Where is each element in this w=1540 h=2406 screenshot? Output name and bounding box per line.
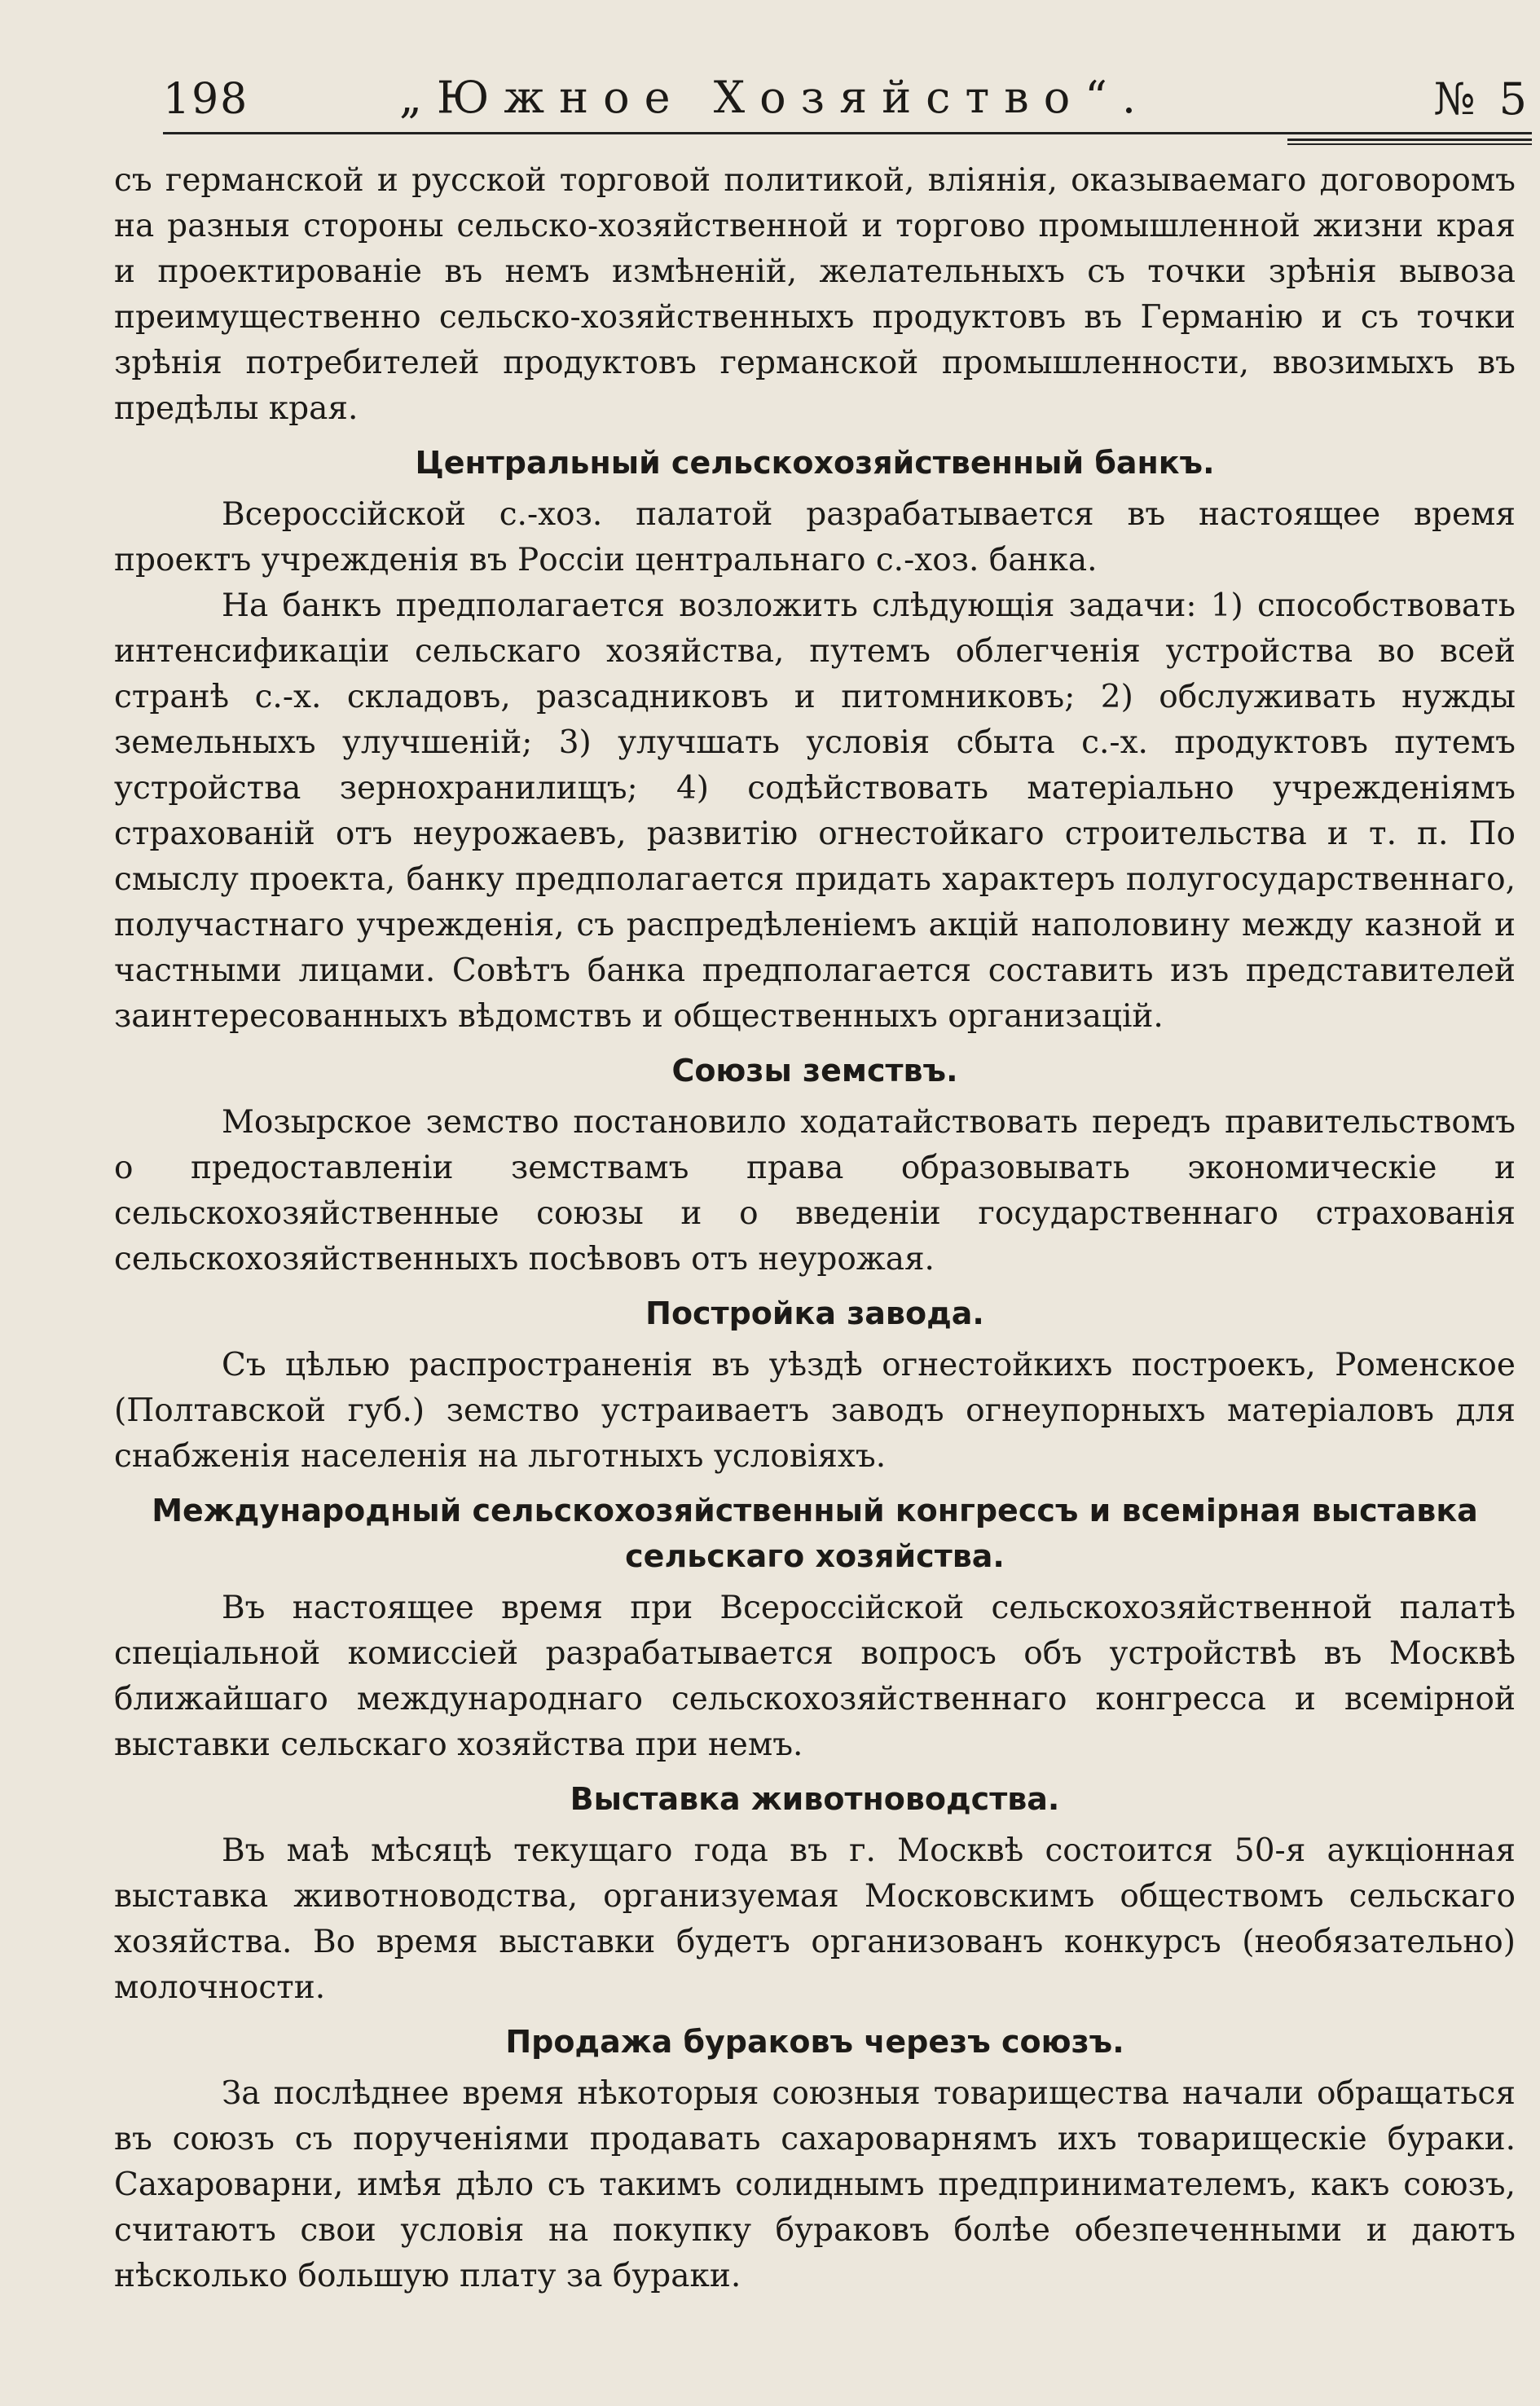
section-factory-construction	[114, 1291, 1516, 1480]
paragraph: За послѣднее время нѣкоторыя союзныя товарищества начали обращаться въ союзъ съ порученіями продавать сахароварнямъ ихъ товарищескіе бураки. Сахароварни, имѣя дѣло съ такимъ солиднымъ предпринимателемъ, какъ союзъ, считаютъ свои условія на покупку бураковъ болѣе обезпеченными и даютъ нѣсколько большую плату за бураки.	[114, 2075, 1516, 2294]
paragraph: Съ цѣлью распространенія въ уѣздѣ огнестойкихъ построекъ, Роменское (Полтавской губ.) земство устраиваетъ заводъ огнеупорныхъ матеріаловъ для снабженія населенія на льготныхъ условіяхъ.	[114, 1347, 1516, 1475]
section-continuation	[114, 158, 1516, 432]
paragraph: Мозырское земство постановило ходатайствовать передъ правительствомъ о предоставленіи земствамъ права образовывать экономическіе и сельскохозяйственные союзы и о введеніи государственнаго страхованія сельскохозяйственныхъ посѣвовъ отъ неурожая.	[114, 1104, 1516, 1278]
section-heading: Международный сельскохозяйственный конгрессъ и всемірная выставка сельскаго хозяйства.	[152, 1493, 1478, 1574]
page-header	[114, 65, 1532, 134]
header-rule-double	[1287, 139, 1532, 141]
section-beet-sales	[114, 2019, 1516, 2299]
paragraph: Всероссійской с.-хоз. палатой разрабатывается въ настоящее время проектъ учрежденія въ Россіи центральнаго с.-хоз. банка.	[114, 496, 1516, 578]
section-central-bank	[114, 440, 1516, 1040]
header-rule	[163, 132, 1532, 134]
section-international-congress	[114, 1488, 1516, 1768]
section-heading: Постройка завода.	[645, 1295, 984, 1331]
paragraph: Въ настоящее время при Всероссійской сельскохозяйственной палатѣ спеціальной комиссіей разрабатывается вопросъ объ устройствѣ въ Москвѣ ближайшаго международнаго сельскохозяйственнаго конгресса и всемірной выставки сельскаго хозяйства при немъ.	[114, 1590, 1516, 1763]
section-heading: Выставка животноводства.	[570, 1781, 1060, 1817]
article-body	[114, 158, 1516, 2299]
section-heading: Центральный сельскохозяйственный банкъ.	[415, 445, 1215, 481]
section-zemstvo-unions	[114, 1048, 1516, 1282]
running-title: „Южное Хозяйство“.	[399, 72, 1151, 123]
paragraph: съ германской и русской торговой политикой, вліянія, оказываемаго договоромъ на разныя стороны сельско-хозяйственной и торгово промышленной жизни края и проектированіе въ немъ измѣненій, желательныхъ съ точки зрѣнія вывоза преимущественно сельско-хозяйственныхъ продуктовъ въ Германію и съ точки зрѣнія потребителей продуктовъ германской промышленности, ввозимыхъ въ предѣлы края.	[114, 162, 1516, 427]
paragraph: Въ маѣ мѣсяцѣ текущаго года въ г. Москвѣ состоится 50-я аукціонная выставка животноводства, организуемая Московскимъ обществомъ сельскаго хозяйства. Во время выставки будетъ организованъ конкурсъ (необязательно) молочности.	[114, 1832, 1516, 2006]
section-heading: Продажа бураковъ черезъ союзъ.	[505, 2024, 1124, 2060]
paragraph: На банкъ предполагается возложить слѣдующія задачи: 1) способствовать интенсификаціи сельскаго хозяйства, путемъ облегченія устройства во всей странѣ с.-х. складовъ, разсадниковъ и питомниковъ; 2) обслуживать нужды земельныхъ улучшеній; 3) улучшать условія сбыта с.-х. продуктовъ путемъ устройства зернохранилищъ; 4) содѣйствовать матеріально учрежденіямъ страхованій отъ неурожаевъ, развитію огнестойкаго строительства и т. п. По смыслу проекта, банку предполагается придать характеръ полугосударственнаго, получастнаго учрежденія, съ распредѣленіемъ акцій наполовину между казной и частными лицами. Совѣтъ банка предполагается составить изъ представителей заинтересованныхъ вѣдомствъ и общественныхъ организацій.	[114, 587, 1516, 1035]
page-number: 198	[163, 75, 249, 124]
header-rule-double-lower	[1287, 143, 1532, 145]
issue-number: № 5	[1433, 73, 1532, 125]
section-livestock-exhibition	[114, 1776, 1516, 2011]
section-heading: Союзы земствъ.	[671, 1053, 958, 1089]
